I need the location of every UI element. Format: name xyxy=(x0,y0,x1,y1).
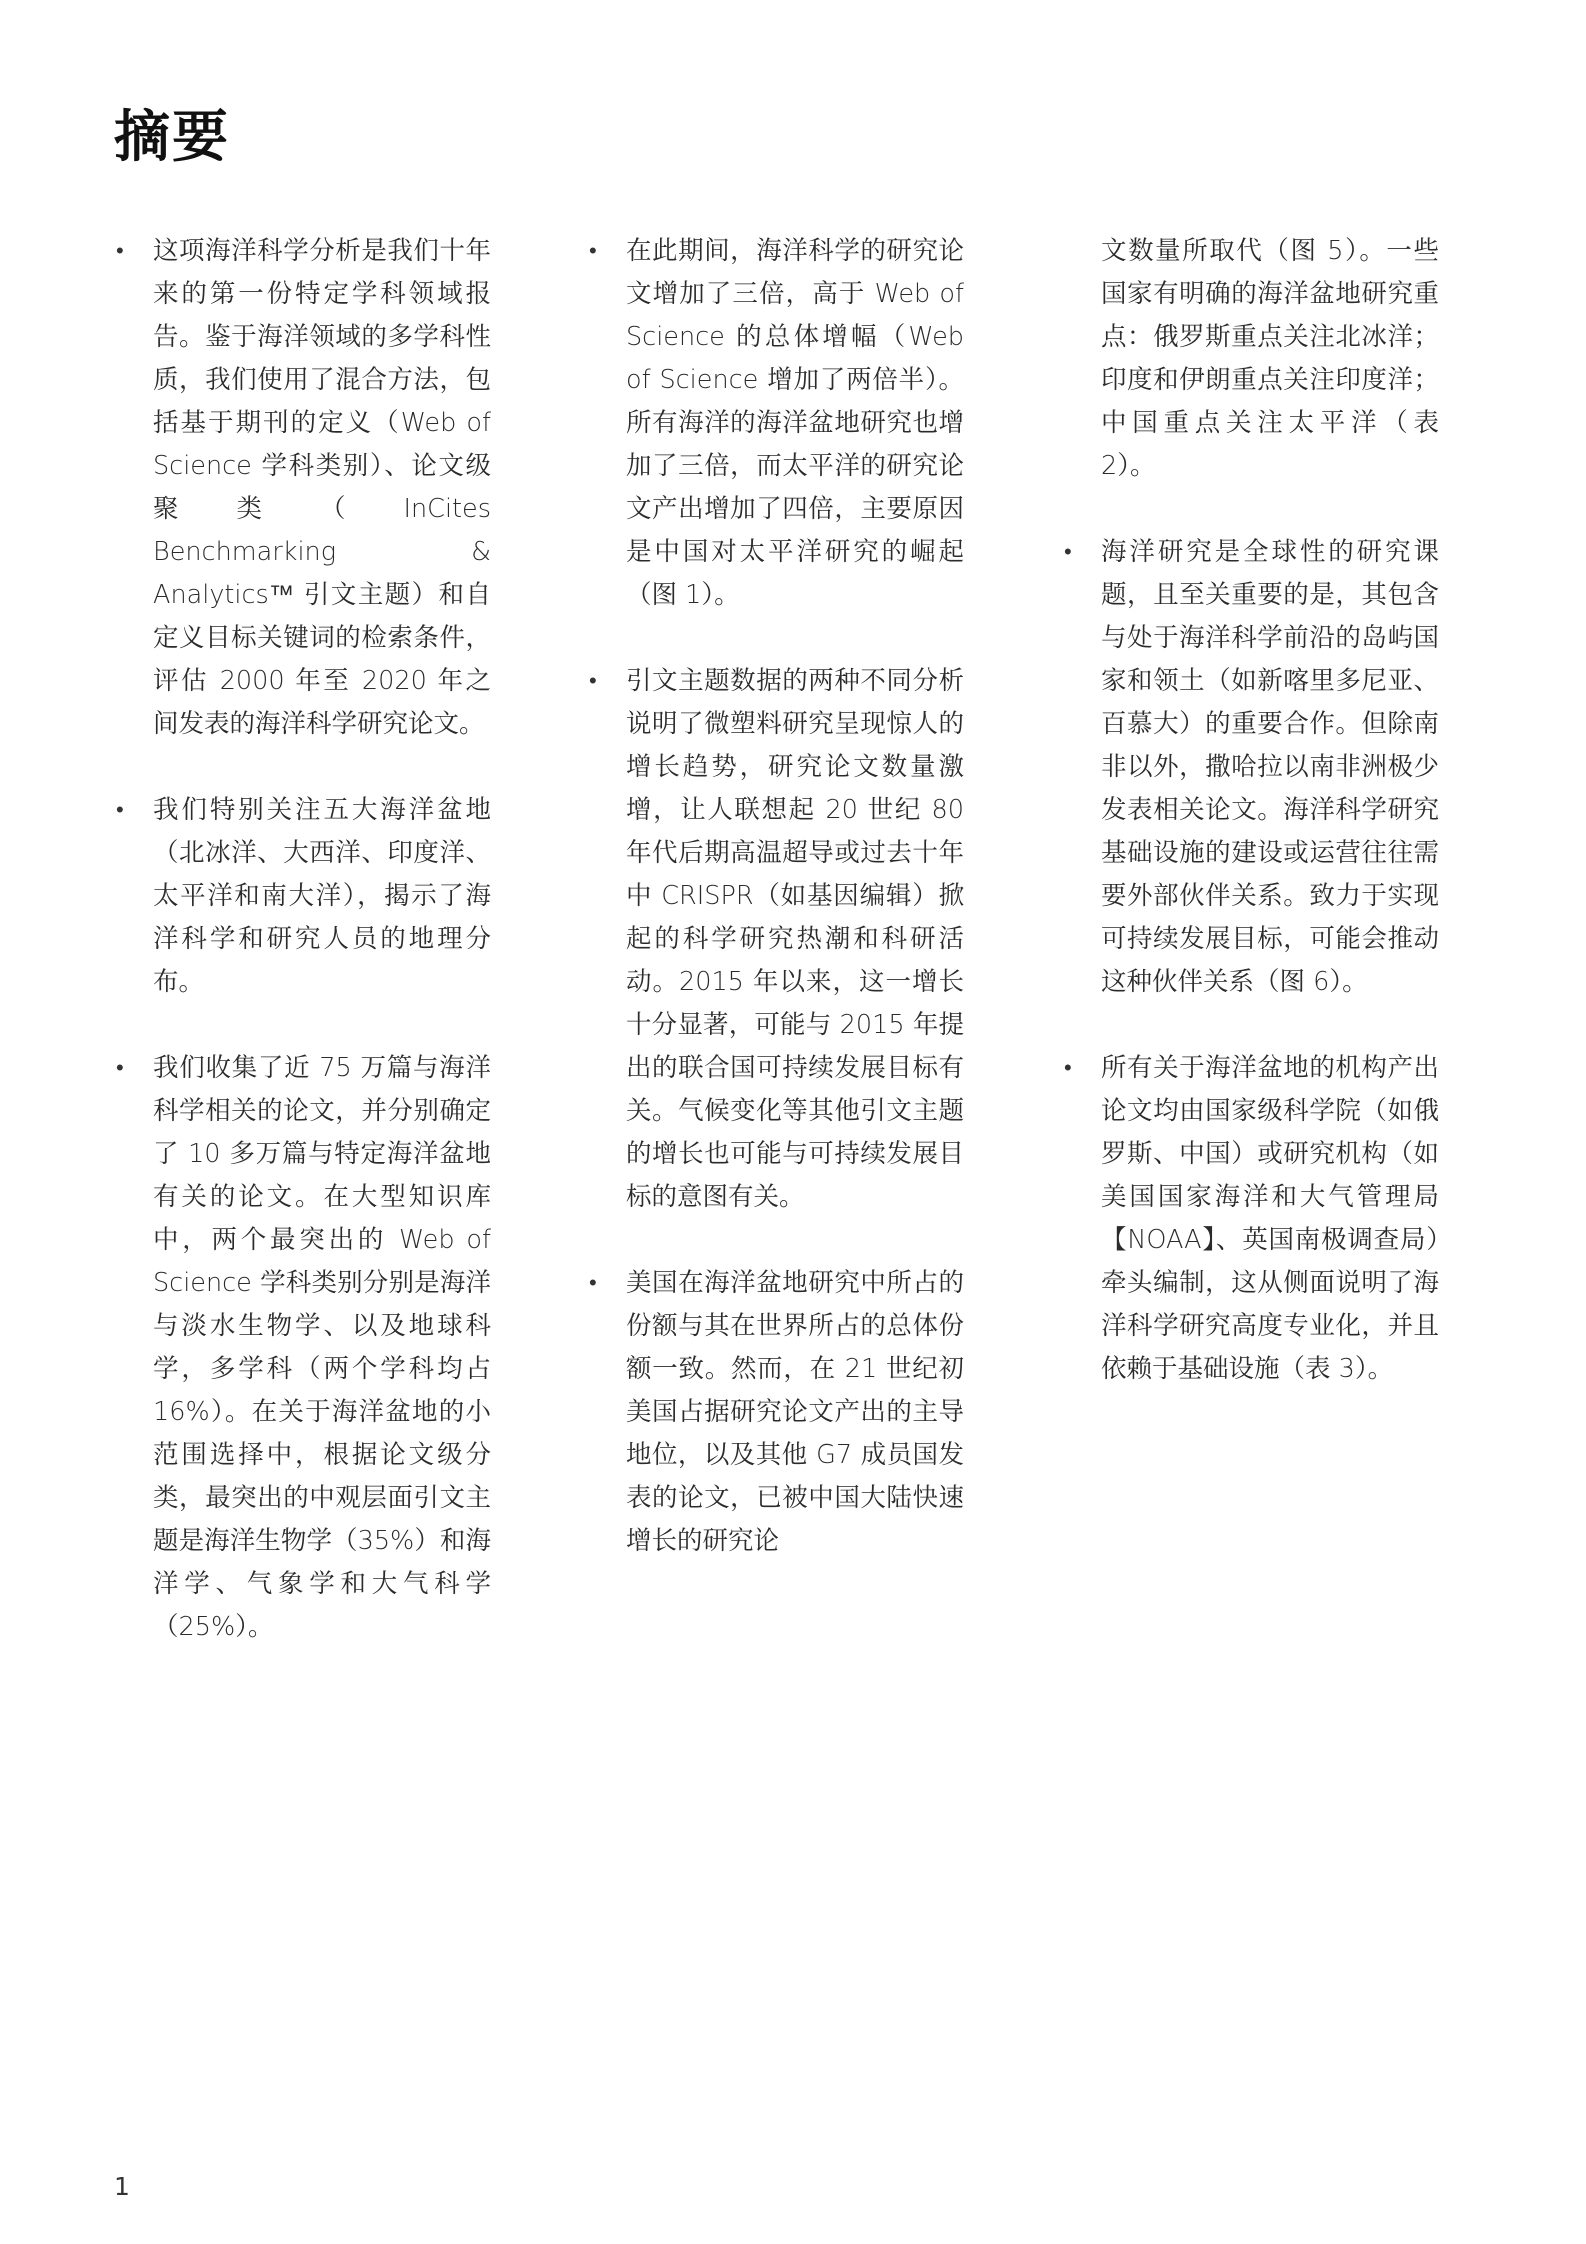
list-item xyxy=(1064,531,1439,1004)
list-item-text: 所有关于海洋盆地的机构产出论文均由国家级科学院（如俄罗斯、中国）或研究机构（如美国国家海洋和大气管理局【NOAA】、英国南极调查局）牵头编制，这从侧面说明了海洋科学研究高度专业化，并且依赖于基础设施（表 3）。 xyxy=(1101,1053,1439,1384)
list-item-text: 我们收集了近 75 万篇与海洋科学相关的论文，并分别确定了 10 多万篇与特定海洋盆地有关的论文。在大型知识库中，两个最突出的 Web of Science 学科类别分别是海洋与淡水生物学、以及地球科学，多学科（两个学科均占 16%）。在关于海洋盆地的小范围选择中，根据论文级分类，最突出的中观层面引文主题是海洋生物学（35%）和海洋学、气象学和大气科学（25%）。 xyxy=(153,1053,491,1642)
list-item-text: 在此期间，海洋科学的研究论文增加了三倍，高于 Web of Science 的总体增幅（Web of Science 增加了两倍半）。所有海洋的海洋盆地研究也增加了三倍，而太平洋的研究论文产出增加了四倍，主要原因是中国对太平洋研究的崛起（图 1）。 xyxy=(626,236,964,610)
bullet-icon: • xyxy=(589,669,597,694)
list-item-text: 文数量所取代（图 5）。一些国家有明确的海洋盆地研究重点：俄罗斯重点关注北冰洋；印度和伊朗重点关注印度洋；中国重点关注太平洋（表 2）。 xyxy=(1101,236,1439,481)
list-item xyxy=(589,230,964,617)
bullet-icon: • xyxy=(1064,1056,1072,1081)
list-item xyxy=(589,660,964,1219)
list-item-text: 美国在海洋盆地研究中所占的份额与其在世界所占的总体份额一致。然而，在 21 世纪初美国占据研究论文产出的主导地位，以及其他 G7 成员国发表的论文，已被中国大陆快速增长的研究论 xyxy=(626,1268,964,1556)
summary-column-1 xyxy=(116,230,491,1692)
list-item-text: 海洋研究是全球性的研究课题，且至关重要的是，其包含与处于海洋科学前沿的岛屿国家和领土（如新喀里多尼亚、百慕大）的重要合作。但除南非以外，撒哈拉以南非洲极少发表相关论文。海洋科学研究基础设施的建设或运营往往需要外部伙伴关系。致力于实现可持续发展目标，可能会推动这种伙伴关系（图 6）。 xyxy=(1101,537,1439,997)
page-number: 1 xyxy=(114,2172,130,2201)
bullet-list xyxy=(1064,230,1439,1391)
bullet-icon: • xyxy=(116,1056,124,1081)
bullet-icon: • xyxy=(589,239,597,264)
summary-column-3 xyxy=(1064,230,1439,1434)
summary-column-2 xyxy=(589,230,964,1606)
bullet-icon: • xyxy=(116,798,124,823)
bullet-icon: • xyxy=(1064,540,1072,565)
list-item-continuation xyxy=(1064,230,1439,488)
list-item xyxy=(116,1047,491,1649)
list-item xyxy=(589,1262,964,1563)
bullet-list xyxy=(589,230,964,1563)
bullet-icon: • xyxy=(589,1271,597,1296)
list-item-text: 引文主题数据的两种不同分析说明了微塑料研究呈现惊人的增长趋势，研究论文数量激增，让人联想起 20 世纪 80 年代后期高温超导或过去十年中 CRISPR（如基因编辑）掀起的科学研究热潮和科研活动。2015 年以来，这一增长十分显著，可能与 2015 年提出的联合国可持续发展目标有关。气候变化等其他引文主题的增长也可能与可持续发展目标的意图有关。 xyxy=(626,666,964,1212)
list-item-text: 这项海洋科学分析是我们十年来的第一份特定学科领域报告。鉴于海洋领域的多学科性质，我们使用了混合方法，包括基于期刊的定义（Web of Science 学科类别）、论文级聚类（InCites Benchmarking & Analytics™ 引文主题）和自定义目标关键词的检索条件，评估 2000 年至 2020 年之间发表的海洋科学研究论文。 xyxy=(153,236,491,739)
bullet-icon: • xyxy=(116,239,124,264)
bullet-list xyxy=(116,230,491,1649)
list-item xyxy=(1064,1047,1439,1391)
list-item xyxy=(116,789,491,1004)
page-title: 摘要 xyxy=(114,105,230,170)
list-item xyxy=(116,230,491,746)
list-item-text: 我们特别关注五大海洋盆地（北冰洋、大西洋、印度洋、太平洋和南大洋），揭示了海洋科学和研究人员的地理分布。 xyxy=(153,795,491,997)
